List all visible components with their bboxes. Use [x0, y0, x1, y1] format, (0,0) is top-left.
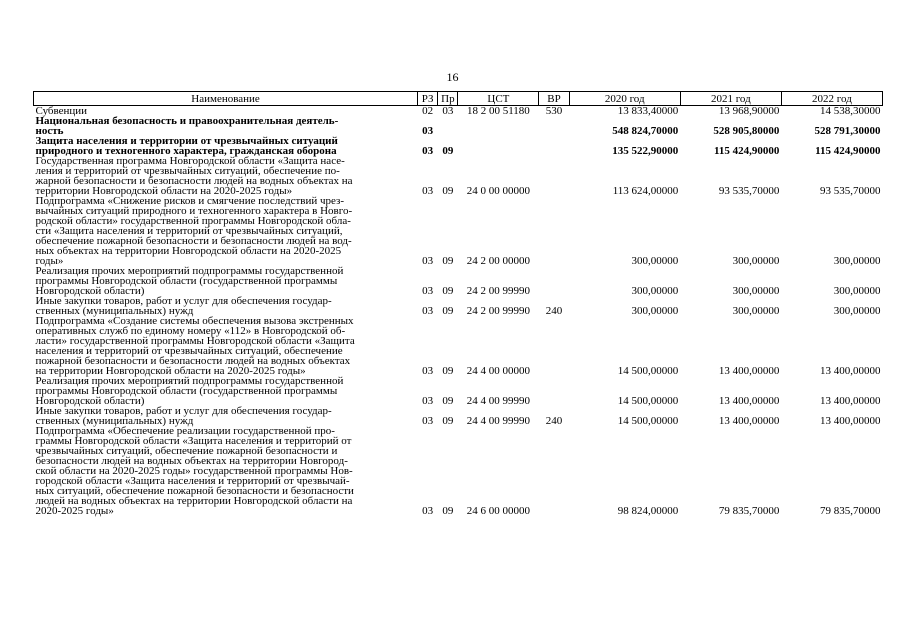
header-rz: РЗ — [418, 92, 438, 106]
row-name: Иные закупки товаров, работ и услуг для обеспечения государ- ственных (муниципальных) нужд — [35, 405, 332, 427]
row-rz: 03 — [422, 365, 434, 377]
row-vr: 240 — [545, 305, 563, 317]
table-row — [34, 296, 883, 316]
row-name: Подпрограмма «Обеспечение реализации государственной про- граммы Новгородской области «Защита населения и территорий от чрезвычайных ситуаций, обеспечение пожарной безопасности и безопасности людей на водных объектах на территории Новгород- ской области на 2020-2025 годы» государственной программы Нов- городской области «Защита населения и территорий от чрезвычай- ных ситуаций, обеспечение пожарной безопасности и безопасности людей на водных объектах на территории Новгородской области на 2020-2025 годы» — [35, 425, 354, 517]
row-cst: 24 4 00 00000 — [466, 365, 531, 377]
table-row — [34, 376, 883, 406]
header-pr: Пр — [438, 92, 458, 106]
row-name: Реализация прочих мероприятий подпрограммы государственной программы Новгородской области (государственной программы Новгородской области) — [35, 375, 344, 407]
row-value-2020: 113 624,00000 — [612, 185, 679, 197]
row-name: Субвенции — [35, 105, 88, 117]
row-rz: 03 — [422, 255, 434, 267]
row-value-2021: 528 905,80000 — [713, 125, 780, 137]
row-name: Подпрограмма «Создание системы обеспечения вызова экстренных оперативных служб по единому номеру «112» в Новгородской об- ласти» государственной программы Новгородской области «Защита населения и территорий от чрезвычайных ситуаций, обеспечение пожарной безопасности и безопасности людей на водных объектах на территории Новгородской области на 2020-2025 годы» — [35, 315, 355, 377]
row-value-2021: 300,00000 — [732, 255, 780, 267]
row-value-2022: 528 791,30000 — [814, 125, 881, 137]
row-value-2020: 135 522,90000 — [612, 145, 679, 157]
row-value-2021: 93 535,70000 — [718, 185, 780, 197]
table-row — [34, 316, 883, 376]
row-value-2021: 13 968,90000 — [718, 105, 780, 117]
row-pr: 09 — [442, 365, 454, 377]
table-row — [34, 136, 883, 156]
row-pr: 09 — [442, 505, 454, 517]
row-rz: 03 — [422, 145, 434, 157]
table-body — [34, 106, 883, 517]
row-value-2021: 13 400,00000 — [718, 365, 780, 377]
row-value-2020: 300,00000 — [631, 285, 679, 297]
row-value-2020: 300,00000 — [631, 305, 679, 317]
row-rz: 02 — [422, 105, 434, 117]
row-vr — [539, 196, 569, 266]
header-vr: ВР — [539, 92, 569, 106]
row-cst — [458, 116, 539, 136]
row-pr: 09 — [442, 395, 454, 407]
row-pr: 09 — [442, 185, 454, 197]
table-row — [34, 426, 883, 516]
header-cst: ЦСТ — [458, 92, 539, 106]
row-value-2022: 13 400,00000 — [820, 365, 881, 377]
row-value-2020: 14 500,00000 — [617, 365, 679, 377]
row-rz: 03 — [422, 395, 434, 407]
row-pr: 09 — [442, 285, 454, 297]
row-value-2020: 98 824,00000 — [617, 505, 679, 517]
row-rz: 03 — [422, 185, 434, 197]
row-rz: 03 — [422, 305, 434, 317]
table-header-row — [34, 92, 883, 106]
row-name: Иные закупки товаров, работ и услуг для обеспечения государ- ственных (муниципальных) нужд — [35, 295, 332, 317]
row-cst: 24 0 00 00000 — [466, 185, 531, 197]
row-vr — [539, 156, 569, 196]
row-value-2021: 300,00000 — [732, 305, 780, 317]
row-vr — [539, 426, 569, 516]
row-value-2022: 300,00000 — [833, 285, 881, 297]
row-vr — [539, 136, 569, 156]
budget-table — [33, 91, 883, 516]
row-pr — [438, 116, 458, 136]
row-value-2020: 13 833,40000 — [617, 105, 679, 117]
row-value-2022: 115 424,90000 — [815, 145, 881, 157]
row-value-2022: 79 835,70000 — [820, 505, 881, 517]
row-value-2020: 14 500,00000 — [617, 395, 679, 407]
table-row — [34, 406, 883, 426]
row-vr: 240 — [545, 415, 563, 427]
row-pr: 03 — [442, 105, 454, 117]
row-cst: 24 2 00 00000 — [466, 255, 531, 267]
row-vr — [539, 376, 569, 406]
row-value-2022: 14 538,30000 — [820, 105, 881, 117]
row-cst: 24 2 00 99990 — [466, 305, 531, 317]
row-value-2022: 300,00000 — [833, 255, 881, 267]
row-value-2022: 93 535,70000 — [820, 185, 881, 197]
row-pr: 09 — [442, 145, 454, 157]
row-value-2021: 13 400,00000 — [718, 395, 780, 407]
row-cst: 24 4 00 99990 — [466, 415, 531, 427]
row-value-2021: 300,00000 — [732, 285, 780, 297]
table-row — [34, 116, 883, 136]
row-cst: 24 2 00 99990 — [466, 285, 531, 297]
row-rz: 03 — [422, 415, 434, 427]
row-name: Национальная безопасность и правоохранительная деятель- ность — [35, 115, 339, 137]
row-value-2022: 13 400,00000 — [820, 415, 881, 427]
table-row — [34, 156, 883, 196]
row-value-2021: 79 835,70000 — [718, 505, 780, 517]
row-name: Подпрограмма «Снижение рисков и смягчение последствий чрез- вычайных ситуаций природного и техногенного характера в Новго- родской области» государственной программы Новгородской обла- сти «Защита населения и территорий от чрезвычайных ситуаций, обеспечение пожарной безопасности и безопасности людей на вод- ных объектах на территории Новгородской области на 2020-2025 годы» — [35, 195, 353, 267]
table-row — [34, 266, 883, 296]
table-row — [34, 196, 883, 266]
header-2020: 2020 год — [569, 92, 680, 106]
row-cst — [458, 136, 539, 156]
row-vr — [539, 116, 569, 136]
row-value-2022: 13 400,00000 — [820, 395, 881, 407]
row-pr: 09 — [442, 305, 454, 317]
row-pr: 09 — [442, 415, 454, 427]
row-cst: 24 6 00 00000 — [466, 505, 531, 517]
row-pr: 09 — [442, 255, 454, 267]
row-cst: 24 4 00 99990 — [466, 395, 531, 407]
row-vr: 530 — [545, 105, 563, 117]
row-value-2020: 300,00000 — [631, 255, 679, 267]
page-number: 16 — [446, 70, 459, 84]
row-rz: 03 — [422, 505, 434, 517]
row-name: Реализация прочих мероприятий подпрограммы государственной программы Новгородской области (государственной программы Новгородской области) — [35, 265, 344, 297]
row-value-2021: 13 400,00000 — [718, 415, 780, 427]
row-value-2022: 300,00000 — [833, 305, 881, 317]
header-name: Наименование — [34, 92, 418, 106]
row-vr — [539, 316, 569, 376]
header-2022: 2022 год — [781, 92, 882, 106]
header-2021: 2021 год — [680, 92, 781, 106]
row-name: Государственная программа Новгородской области «Защита насе- ления и территорий от чрезвычайных ситуаций, обеспечение по- жарной безопасности и безопасности людей на водных объектах на территории Новгородской области на 2020-2025 годы» — [35, 155, 353, 197]
row-value-2020: 548 824,70000 — [612, 125, 679, 137]
row-value-2021: 115 424,90000 — [713, 145, 780, 157]
row-rz: 03 — [422, 125, 434, 137]
row-rz: 03 — [422, 285, 434, 297]
row-vr — [539, 266, 569, 296]
row-value-2020: 14 500,00000 — [617, 415, 679, 427]
row-name: Защита населения и территории от чрезвычайных ситуаций природного и техногенного характера, гражданская оборона — [35, 135, 338, 157]
row-cst: 18 2 00 51180 — [466, 105, 530, 117]
